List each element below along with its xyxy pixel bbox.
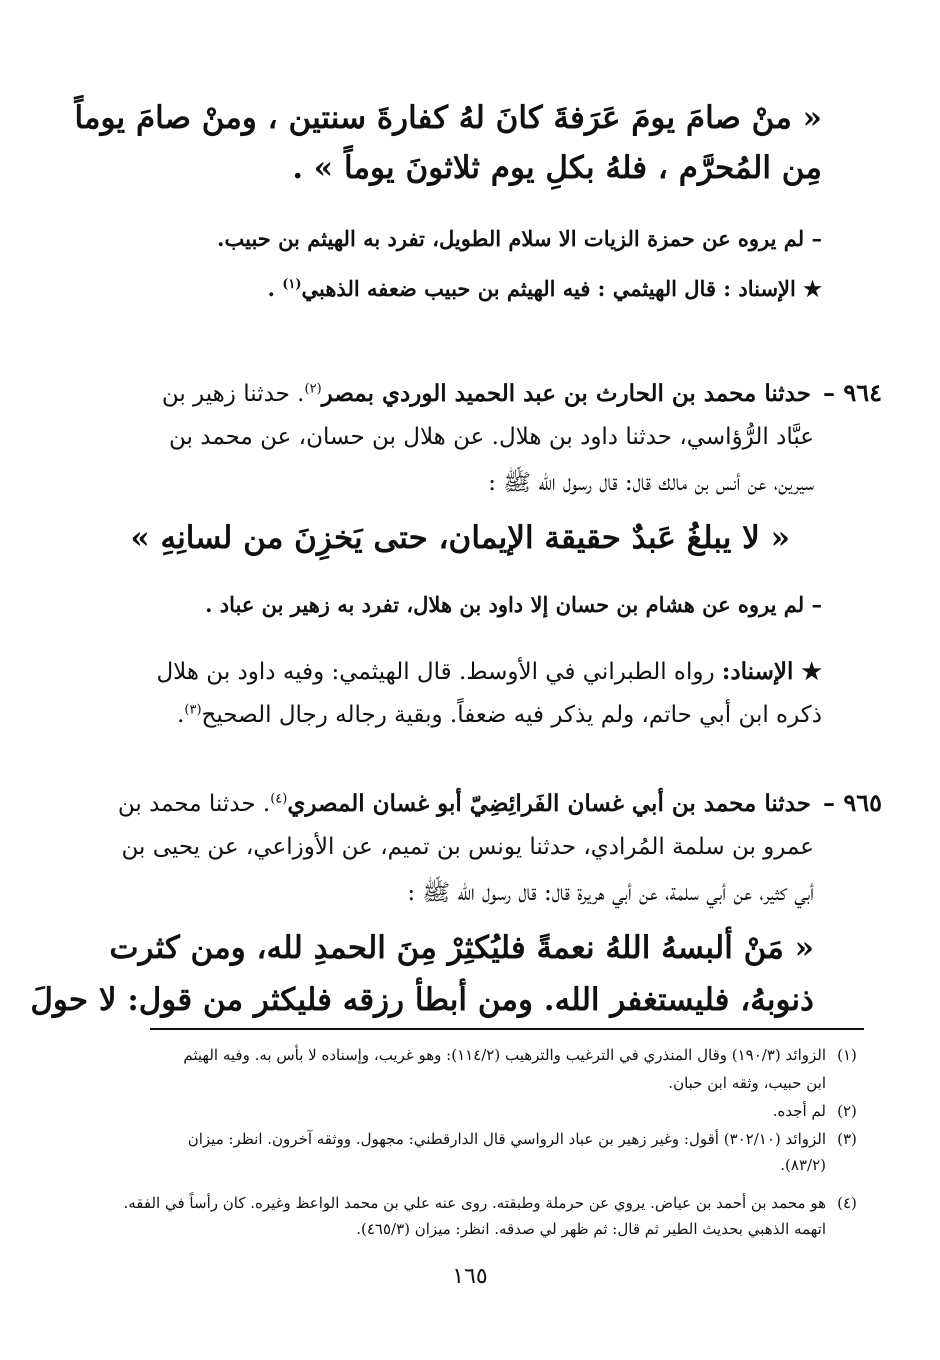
footnote-ref: (٢) (304, 381, 322, 397)
footnote-text: (٨٣/٢). (780, 1156, 826, 1174)
isnad-label: ★ الإسناد: (721, 658, 822, 685)
isnad-line (177, 702, 822, 728)
footnote-ref: (١) (282, 277, 302, 292)
footnote-text: ابن حبيب، وثقه ابن حبان. (668, 1074, 826, 1092)
footnote-ref: (٣) (184, 702, 202, 718)
hadith-964-line1 (162, 378, 882, 407)
footnote-number: (٤) (837, 1194, 857, 1212)
footnote-text: الزوائد (١٩٠/٣) وقال المنذري في الترغيب والترهيب (١١٤/٢): وهو غريب، وإسناده لا بأس به. وفيه الهيثم (183, 1046, 826, 1064)
hadith-number: ٩٦٥ – (822, 788, 882, 817)
footnote (124, 1194, 869, 1212)
isnad-text: رواه الطبراني في الأوسط. قال الهيثمي: وفيه داود بن هلال (156, 659, 715, 685)
isnad-end: . (177, 702, 185, 728)
footnote (188, 1130, 868, 1148)
hadith-quote-line: « مَنْ ألبسهُ اللهُ نعمةً فليُكثِرْ مِنَ الحمدِ لله، ومن كثرت (109, 930, 814, 966)
footnote-text: لم أجده. (772, 1102, 826, 1120)
narration-note: – لم يروه عن حمزة الزيات الا سلام الطويل، تفرد به الهيثم بن حبيب. (217, 226, 822, 251)
footnote-separator (150, 1028, 864, 1030)
hadith-text: حدثنا محمد بن الحارث بن عبد الحميد الوردي بمصر (321, 380, 811, 407)
footnote-number: (١) (837, 1046, 857, 1064)
footnote-text: اتهمه الذهبي بحديث الطير ثم قال: ثم ظهر لي صدقه. انظر: ميزان (٤٦٥/٣). (356, 1220, 826, 1238)
footnote-ref: (٤) (270, 791, 288, 807)
isnad-text: قال الهيثمي : فيه الهيثم بن حبيب ضعفه الذهبي (301, 276, 716, 301)
hadith-964-line2: عبَّاد الرُّؤاسي، حدثنا داود بن هلال. عن هلال بن حسان، عن محمد بن (169, 424, 814, 450)
footnote-number: (٢) (837, 1102, 857, 1120)
hadith-quote-line: « منْ صامَ يومَ عَرَفةَ كانَ لهُ كفارةَ سنتين ، ومنْ صامَ يوماً (74, 100, 822, 136)
isnad-line (268, 276, 822, 301)
hadith-quote-line: ذنوبهُ، فليستغفر الله. ومن أبطأ رزقه فليكثر من قول: لا حولَ (30, 982, 814, 1018)
footnote-text: هو محمد بن أحمد بن عياض. يروي عن حرملة وطبقته. روى عنه علي بن محمد الواعظ وغيره. كان رأساً في الفقه. (123, 1194, 826, 1212)
hadith-quote-line: « لا يبلغُ عَبدٌ حقيقة الإيمان، حتى يَخزِنَ من لسانِهِ » (130, 520, 790, 556)
hadith-964-line3: سيرين، عن أنس بن مالك قال: قال رسول الله ﷺ : (488, 470, 814, 496)
hadith-965-line1 (118, 788, 882, 817)
narration-note: – لم يروه عن هشام بن حسان إلا داود بن هلال، تفرد به زهير بن عباد . (205, 592, 822, 617)
page-number: ١٦٥ (452, 1264, 488, 1289)
isnad-label: ★ الإسناد : (723, 276, 822, 301)
footnote-number: (٣) (837, 1130, 857, 1148)
isnad-line (156, 658, 822, 685)
footnote-text: الزوائد (٣٠٢/١٠) أقول: وغير زهير بن عباد الرواسي قال الدارقطني: مجهول. ووثقه آخرون. انظر: ميزان (187, 1130, 826, 1148)
hadith-965-line3: أبي كثير، عن أبي سلمة، عن أبي هريرة قال: قال رسول الله ﷺ : (407, 880, 814, 906)
hadith-number: ٩٦٤ – (822, 378, 882, 407)
hadith-text: . حدثنا محمد بن (117, 791, 271, 817)
hadith-text: . حدثنا زهير بن (161, 381, 305, 407)
footnote (183, 1046, 868, 1064)
hadith-965-line2: عمرو بن سلمة المُرادي، حدثنا يونس بن تميم، عن الأوزاعي، عن يحيى بن (121, 834, 814, 860)
footnote (773, 1102, 868, 1120)
isnad-text: ذكره ابن أبي حاتم، ولم يذكر فيه ضعفاً. وبقية رجاله رجال الصحيح (201, 702, 822, 728)
isnad-end: . (267, 276, 283, 301)
hadith-text: حدثنا محمد بن أبي غسان الفَرائِضِيّ أبو غسان المصري (287, 790, 811, 817)
hadith-quote-line: مِن المُحرَّم ، فلهُ بكلِ يوم ثلاثونَ يوماً » . (292, 150, 822, 186)
